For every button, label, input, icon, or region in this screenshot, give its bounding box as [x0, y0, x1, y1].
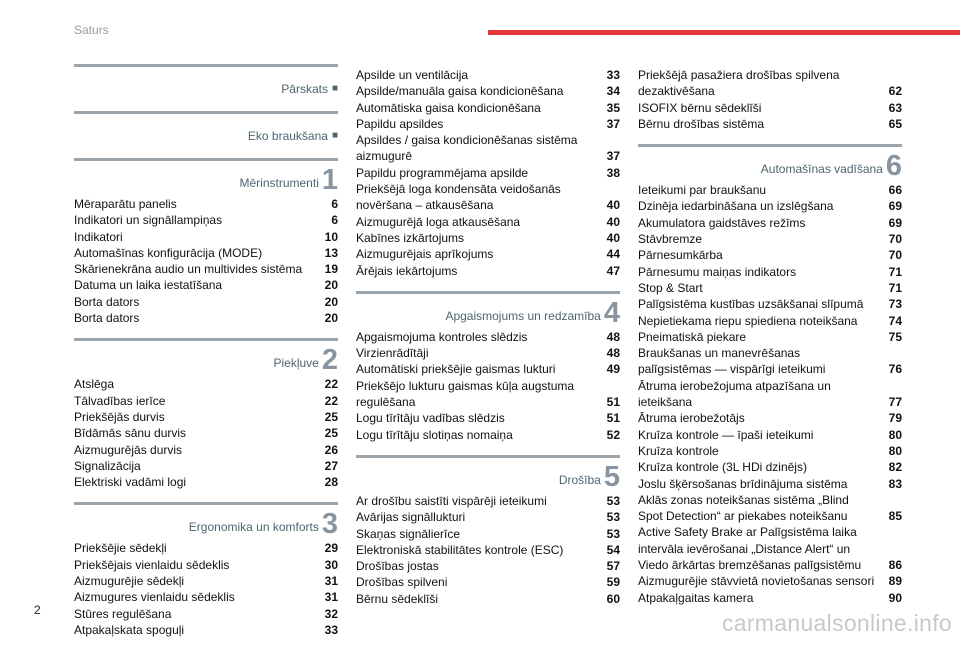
toc-entry-page: 33 — [324, 622, 338, 637]
toc-entry-page: 82 — [888, 460, 902, 475]
toc-entry-text: Dzinēja iedarbināšana un izslēgšana — [638, 199, 834, 214]
toc-entry-page: 75 — [888, 329, 902, 344]
toc-entry[interactable] — [74, 474, 338, 490]
page-number: 2 — [34, 603, 41, 617]
toc-entry[interactable] — [356, 345, 620, 361]
toc-entry-page: 70 — [888, 248, 902, 263]
toc-entry-page: 31 — [324, 574, 338, 589]
toc-entry-page: 40 — [606, 214, 620, 229]
toc-entry[interactable] — [356, 542, 620, 558]
toc-section — [638, 144, 902, 606]
toc-entry-text: Automātiska gaisa kondicionēšana — [356, 100, 541, 115]
toc-entry-page: 47 — [606, 263, 620, 278]
toc-entry-text: Aizmugurējie stāvvietā novietošanas sensori — [638, 574, 875, 589]
toc-entry-page: 54 — [606, 542, 620, 557]
toc-entry-list — [356, 326, 620, 443]
toc-entry-list — [74, 193, 338, 326]
toc-entry-list — [74, 373, 338, 490]
toc-entry-page: 27 — [324, 458, 338, 473]
toc-entry-page: 86 — [888, 558, 902, 573]
toc-entry[interactable] — [638, 378, 902, 411]
toc-entry[interactable] — [638, 296, 902, 312]
toc-entry[interactable] — [74, 573, 338, 589]
section-title: Mērinstrumenti — [239, 176, 319, 190]
toc-entry[interactable] — [356, 591, 620, 607]
toc-entry[interactable] — [74, 425, 338, 441]
section-title: Apgaismojums un redzamība — [445, 308, 601, 323]
toc-entry[interactable] — [356, 329, 620, 345]
section-bullet-icon: ■ — [331, 83, 338, 94]
toc-entry[interactable] — [74, 606, 338, 622]
toc-entry-page: 60 — [606, 591, 620, 606]
toc-entry-page: 80 — [888, 427, 902, 442]
section-header — [638, 144, 902, 183]
toc-entry[interactable] — [638, 215, 902, 231]
toc-entry-page: 25 — [324, 426, 338, 441]
toc-entry[interactable] — [638, 427, 902, 443]
toc-entry[interactable] — [74, 458, 338, 474]
section-title: Eko braukšana — [247, 129, 328, 143]
toc-entry-text: Ar drošību saistīti vispārēji ieteikumi — [356, 493, 547, 508]
toc-section — [74, 158, 338, 326]
toc-entry-text: Pārnesumkārba — [638, 248, 723, 263]
toc-entry[interactable] — [356, 181, 620, 214]
toc-entry-text: Skaņas signālierīce — [356, 526, 461, 541]
section-header — [356, 455, 620, 493]
toc-entry[interactable] — [638, 280, 902, 296]
toc-entry-page: 38 — [606, 165, 620, 180]
toc-entry[interactable] — [638, 313, 902, 329]
toc-entry-text: Priekšējo lukturu gaismas kūļa augstuma regulēšana — [356, 378, 575, 410]
toc-entry-text: Pneimatiskā piekare — [638, 329, 747, 344]
section-number: 6 — [885, 150, 902, 183]
section-header — [74, 158, 338, 196]
toc-entry-text: Kruīza kontrole — īpaši ieteikumi — [638, 427, 814, 442]
toc-entry-page: 37 — [606, 116, 620, 131]
toc-entry[interactable] — [638, 231, 902, 247]
toc-entry-text: Tālvadības ierīce — [74, 393, 166, 408]
toc-entry[interactable] — [356, 246, 620, 262]
toc-entry[interactable] — [356, 165, 620, 181]
toc-entry-page: 85 — [888, 509, 902, 524]
toc-entry-page: 62 — [888, 84, 902, 99]
toc-entry-text: Elektroniskā stabilitātes kontrole (ESC) — [356, 542, 564, 557]
toc-entry-page: 32 — [324, 606, 338, 621]
section-header — [74, 64, 338, 99]
toc-column-2 — [356, 64, 620, 619]
section-bullet-icon: ■ — [331, 130, 338, 141]
section-title: Drošība — [558, 472, 601, 487]
toc-entry-text: Drošības spilveni — [356, 575, 448, 590]
toc-entry[interactable] — [638, 116, 902, 132]
toc-entry-page: 53 — [606, 526, 620, 541]
toc-entry[interactable] — [74, 245, 338, 261]
toc-entry-page: 40 — [606, 198, 620, 213]
toc-section — [638, 64, 902, 132]
toc-entry[interactable] — [356, 558, 620, 574]
toc-entry[interactable] — [638, 590, 902, 606]
toc-entry[interactable] — [74, 212, 338, 228]
section-header — [74, 111, 338, 146]
toc-entry[interactable] — [74, 540, 338, 556]
header-title: Saturs — [74, 23, 109, 37]
toc-entry-text: Aizmugurējie sēdekļi — [74, 574, 185, 589]
toc-entry-text: Atslēga — [74, 377, 115, 392]
toc-entry-page: 51 — [606, 395, 620, 410]
section-header — [74, 502, 338, 541]
toc-entry-page: 77 — [888, 395, 902, 410]
toc-entry-text: Kruīza kontrole (3L HDi dzinējs) — [638, 460, 807, 475]
toc-entry-list — [356, 490, 620, 607]
toc-entry-text: Kabīnes izkārtojums — [356, 230, 465, 245]
toc-entry[interactable] — [356, 427, 620, 443]
toc-entry-text: Active Safety Brake ar Palīgsistēma laika intervāla ievērošanai „Distance Alert“ un Viedo ārkārtas bremzēšanas palīgsistēmu — [638, 525, 862, 573]
toc-entry-list — [638, 179, 902, 606]
toc-entry[interactable] — [638, 459, 902, 475]
toc-entry-page: 49 — [606, 362, 620, 377]
toc-entry-text: Apsildes / gaisa kondicionēšanas sistēma aizmugurē — [356, 133, 578, 164]
toc-entry-text: Aizmugurējā loga atkausēšana — [356, 214, 521, 229]
toc-entry[interactable] — [638, 492, 902, 525]
toc-entry-text: Ātruma ierobežotājs — [638, 411, 745, 426]
toc-entry-text: Ieteikumi par braukšanu — [638, 183, 767, 198]
toc-entry[interactable] — [356, 526, 620, 542]
toc-entry[interactable] — [638, 247, 902, 263]
toc-section — [74, 64, 338, 99]
section-title: Ergonomika un komforts — [188, 520, 319, 535]
toc-entry-page: 22 — [324, 377, 338, 392]
toc-entry-text: Bērnu sēdeklīši — [356, 591, 439, 606]
toc-entry-text: Priekšējā pasažiera drošības spilvena dezaktivēšana — [638, 68, 840, 99]
toc-entry[interactable] — [356, 230, 620, 246]
toc-entry-text: Logu tīrītāju slotiņas nomaiņa — [356, 427, 513, 442]
toc-entry[interactable] — [638, 345, 902, 378]
toc-entry-page: 22 — [324, 393, 338, 408]
toc-entry-text: Kruīza kontrole — [638, 443, 719, 458]
toc-entry-text: Virzienrādītāji — [356, 346, 429, 361]
toc-entry-list — [638, 64, 902, 132]
toc-entry-text: Aizmugurējās durvis — [74, 442, 183, 457]
toc-entry[interactable] — [74, 310, 338, 326]
toc-entry[interactable] — [638, 329, 902, 345]
toc-entry-text: Apsilde un ventilācija — [356, 68, 469, 82]
toc-entry[interactable] — [74, 557, 338, 573]
toc-entry[interactable] — [356, 132, 620, 165]
toc-entry-page: 30 — [324, 557, 338, 572]
toc-entry-page: 59 — [606, 575, 620, 590]
toc-entry-page: 20 — [324, 294, 338, 309]
toc-entry-page: 6 — [331, 213, 338, 228]
toc-entry-text: Bērnu drošības sistēma — [638, 116, 765, 131]
toc-entry[interactable] — [356, 116, 620, 132]
toc-entry-text: Stāvbremze — [638, 232, 703, 247]
toc-entry[interactable] — [356, 214, 620, 230]
toc-entry-page: 31 — [324, 590, 338, 605]
toc-entry[interactable] — [356, 83, 620, 99]
toc-entry[interactable] — [74, 393, 338, 409]
toc-entry[interactable] — [638, 67, 902, 100]
header-accent-bar — [488, 30, 960, 35]
toc-entry-text: Palīgsistēma kustības uzsākšanai slīpumā — [638, 297, 864, 312]
toc-entry-text: Priekšējais vienlaidu sēdeklis — [74, 557, 230, 572]
section-header — [74, 338, 338, 377]
toc-section — [356, 291, 620, 443]
section-header — [356, 291, 620, 329]
toc-entry-text: Stūres regulēšana — [74, 606, 172, 621]
toc-entry-text: Apgaismojuma kontroles slēdzis — [356, 329, 528, 344]
toc-entry-text: Elektriski vadāmi logi — [74, 475, 187, 490]
section-title: Pārskats — [281, 82, 328, 96]
toc-entry-text: Logu tīrītāju vadības slēdzis — [356, 411, 505, 426]
section-number: 3 — [321, 508, 338, 541]
toc-entry-text: Bīdāmās sānu durvis — [74, 426, 187, 441]
toc-entry-page: 34 — [606, 84, 620, 99]
section-number: 2 — [321, 344, 338, 377]
toc-entry-page: 71 — [888, 264, 902, 279]
toc-entry-page: 37 — [606, 149, 620, 164]
toc-entry[interactable] — [638, 524, 902, 573]
toc-entry[interactable] — [638, 264, 902, 280]
toc-section — [74, 111, 338, 146]
toc-entry-text: Papildu programmējama apsilde — [356, 165, 529, 180]
toc-entry[interactable] — [356, 100, 620, 116]
toc-entry[interactable] — [638, 573, 902, 589]
toc-entry-page: 65 — [888, 116, 902, 131]
toc-entry-text: Skārienekrāna audio un multivides sistēma — [74, 262, 303, 277]
toc-entry-text: Priekšējā loga kondensāta veidošanās novēršana – atkausēšana — [356, 182, 561, 213]
toc-entry-text: Aklās zonas noteikšanas sistēma „Blind Spot Detection“ ar piekabes noteikšanu — [638, 492, 849, 524]
toc-entry-page: 69 — [888, 215, 902, 230]
toc-entry-list — [74, 537, 338, 638]
toc-entry-page: 44 — [606, 247, 620, 262]
toc-entry-text: Aizmugures vienlaidu sēdeklis — [74, 590, 235, 605]
toc-column-3 — [638, 64, 902, 618]
section-number: 1 — [321, 164, 338, 196]
toc-entry-page: 74 — [888, 313, 902, 328]
toc-entry-text: Avārijas signāllukturi — [356, 510, 466, 525]
toc-entry-text: Priekšējās durvis — [74, 409, 165, 424]
toc-entry[interactable] — [638, 476, 902, 492]
toc-entry[interactable] — [74, 261, 338, 277]
toc-entry-page: 40 — [606, 230, 620, 245]
section-title: Automašīnas vadīšana — [760, 162, 883, 177]
toc-entry[interactable] — [356, 378, 620, 411]
toc-entry[interactable] — [74, 589, 338, 605]
toc-entry-page: 69 — [888, 199, 902, 214]
toc-entry-list — [356, 64, 620, 279]
toc-entry-page: 76 — [888, 362, 902, 377]
toc-entry-text: Priekšējie sēdekļi — [74, 541, 167, 556]
toc-entry[interactable] — [638, 100, 902, 116]
toc-entry-page: 25 — [324, 409, 338, 424]
toc-entry-page: 6 — [331, 197, 338, 211]
toc-entry-text: ISOFIX bērnu sēdeklīši — [638, 100, 762, 115]
toc-entry-text: Ārējais iekārtojums — [356, 263, 458, 278]
toc-entry-text: Automašīnas konfigurācija (MODE) — [74, 245, 263, 260]
toc-entry-page: 29 — [324, 541, 338, 556]
toc-section — [74, 502, 338, 638]
toc-entry-page: 79 — [888, 411, 902, 426]
toc-entry-page: 13 — [324, 245, 338, 260]
toc-entry-text: Apsilde/manuāla gaisa kondicionēšana — [356, 84, 564, 99]
toc-entry-text: Borta dators — [74, 311, 140, 326]
toc-entry[interactable] — [638, 410, 902, 426]
toc-entry-page: 35 — [606, 100, 620, 115]
toc-entry-text: Indikatori — [74, 229, 123, 244]
toc-section — [74, 338, 338, 490]
toc-entry-page: 26 — [324, 442, 338, 457]
toc-entry[interactable] — [74, 277, 338, 293]
toc-column-1 — [74, 64, 338, 650]
toc-entry-text: Signalizācija — [74, 458, 141, 473]
toc-entry-page: 48 — [606, 329, 620, 344]
toc-entry-page: 71 — [888, 280, 902, 295]
toc-entry-page: 53 — [606, 510, 620, 525]
toc-entry-text: Automātiski priekšējie gaismas lukturi — [356, 362, 556, 377]
toc-entry[interactable] — [356, 493, 620, 509]
toc-entry[interactable] — [74, 229, 338, 245]
toc-section — [356, 64, 620, 279]
toc-entry-text: Braukšanas un manevrēšanas palīgsistēmas — vispārīgi ieteikumi — [638, 346, 826, 377]
toc-entry-page: 83 — [888, 476, 902, 491]
toc-entry[interactable] — [638, 443, 902, 459]
watermark: carmanualsonline.info — [721, 610, 952, 636]
toc-entry-page: 52 — [606, 427, 620, 442]
toc-entry-text: Joslu šķērsošanas brīdinājuma sistēma — [638, 476, 848, 491]
toc-entry-page: 73 — [888, 297, 902, 312]
toc-entry-page: 10 — [324, 229, 338, 244]
toc-entry-text: Pārnesumu maiņas indikators — [638, 264, 797, 279]
toc-entry-page: 57 — [606, 559, 620, 574]
toc-entry[interactable] — [74, 622, 338, 638]
toc-entry-text: Indikatori un signāllampiņas — [74, 213, 223, 228]
toc-entry[interactable] — [74, 376, 338, 392]
toc-entry[interactable] — [638, 198, 902, 214]
toc-entry[interactable] — [638, 182, 902, 198]
toc-entry-text: Atpakaļgaitas kamera — [638, 590, 754, 605]
toc-entry-text: Atpakaļskata spoguļi — [74, 622, 185, 637]
toc-entry[interactable] — [74, 196, 338, 212]
toc-entry-page: 19 — [324, 262, 338, 277]
toc-entry-text: Borta dators — [74, 294, 140, 309]
toc-entry[interactable] — [74, 442, 338, 458]
toc-entry[interactable] — [356, 263, 620, 279]
toc-entry-page: 80 — [888, 443, 902, 458]
toc-entry-text: Nepietiekama riepu spiediena noteikšana — [638, 313, 858, 328]
toc-entry-text: Papildu apsildes — [356, 116, 444, 131]
toc-entry-page: 51 — [606, 411, 620, 426]
toc-entry[interactable] — [356, 574, 620, 590]
toc-entry-page: 89 — [888, 574, 902, 589]
toc-entry-page: 90 — [888, 590, 902, 605]
toc-entry-text: Datuma un laika iestatīšana — [74, 278, 223, 293]
toc-entry-text: Akumulatora gaidstāves režīms — [638, 215, 806, 230]
toc-entry-text: Drošības jostas — [356, 559, 439, 574]
toc-entry-page: 70 — [888, 232, 902, 247]
toc-entry-page: 53 — [606, 493, 620, 508]
toc-entry-text: Mēraparātu panelis — [74, 197, 177, 211]
section-number: 4 — [603, 296, 620, 329]
toc-entry-page: 20 — [324, 311, 338, 326]
toc-entry-text: Aizmugurējais aprīkojums — [356, 247, 494, 262]
toc-entry-page: 48 — [606, 346, 620, 361]
toc-entry-page: 28 — [324, 475, 338, 490]
section-number: 5 — [603, 460, 620, 493]
toc-entry[interactable] — [74, 409, 338, 425]
toc-section — [356, 455, 620, 607]
toc-entry[interactable] — [356, 67, 620, 83]
toc-entry-page: 63 — [888, 100, 902, 115]
toc-entry[interactable] — [74, 294, 338, 310]
toc-entry-page: 33 — [606, 68, 620, 82]
toc-entry-page: 20 — [324, 278, 338, 293]
toc-entry-text: Ātruma ierobežojuma atpazīšana un ieteikšana — [638, 378, 831, 410]
toc-entry[interactable] — [356, 410, 620, 426]
section-title: Piekļuve — [273, 356, 319, 371]
toc-entry[interactable] — [356, 361, 620, 377]
toc-entry-page: 66 — [888, 183, 902, 198]
toc-entry[interactable] — [356, 509, 620, 525]
toc-entry-text: Stop & Start — [638, 280, 703, 295]
